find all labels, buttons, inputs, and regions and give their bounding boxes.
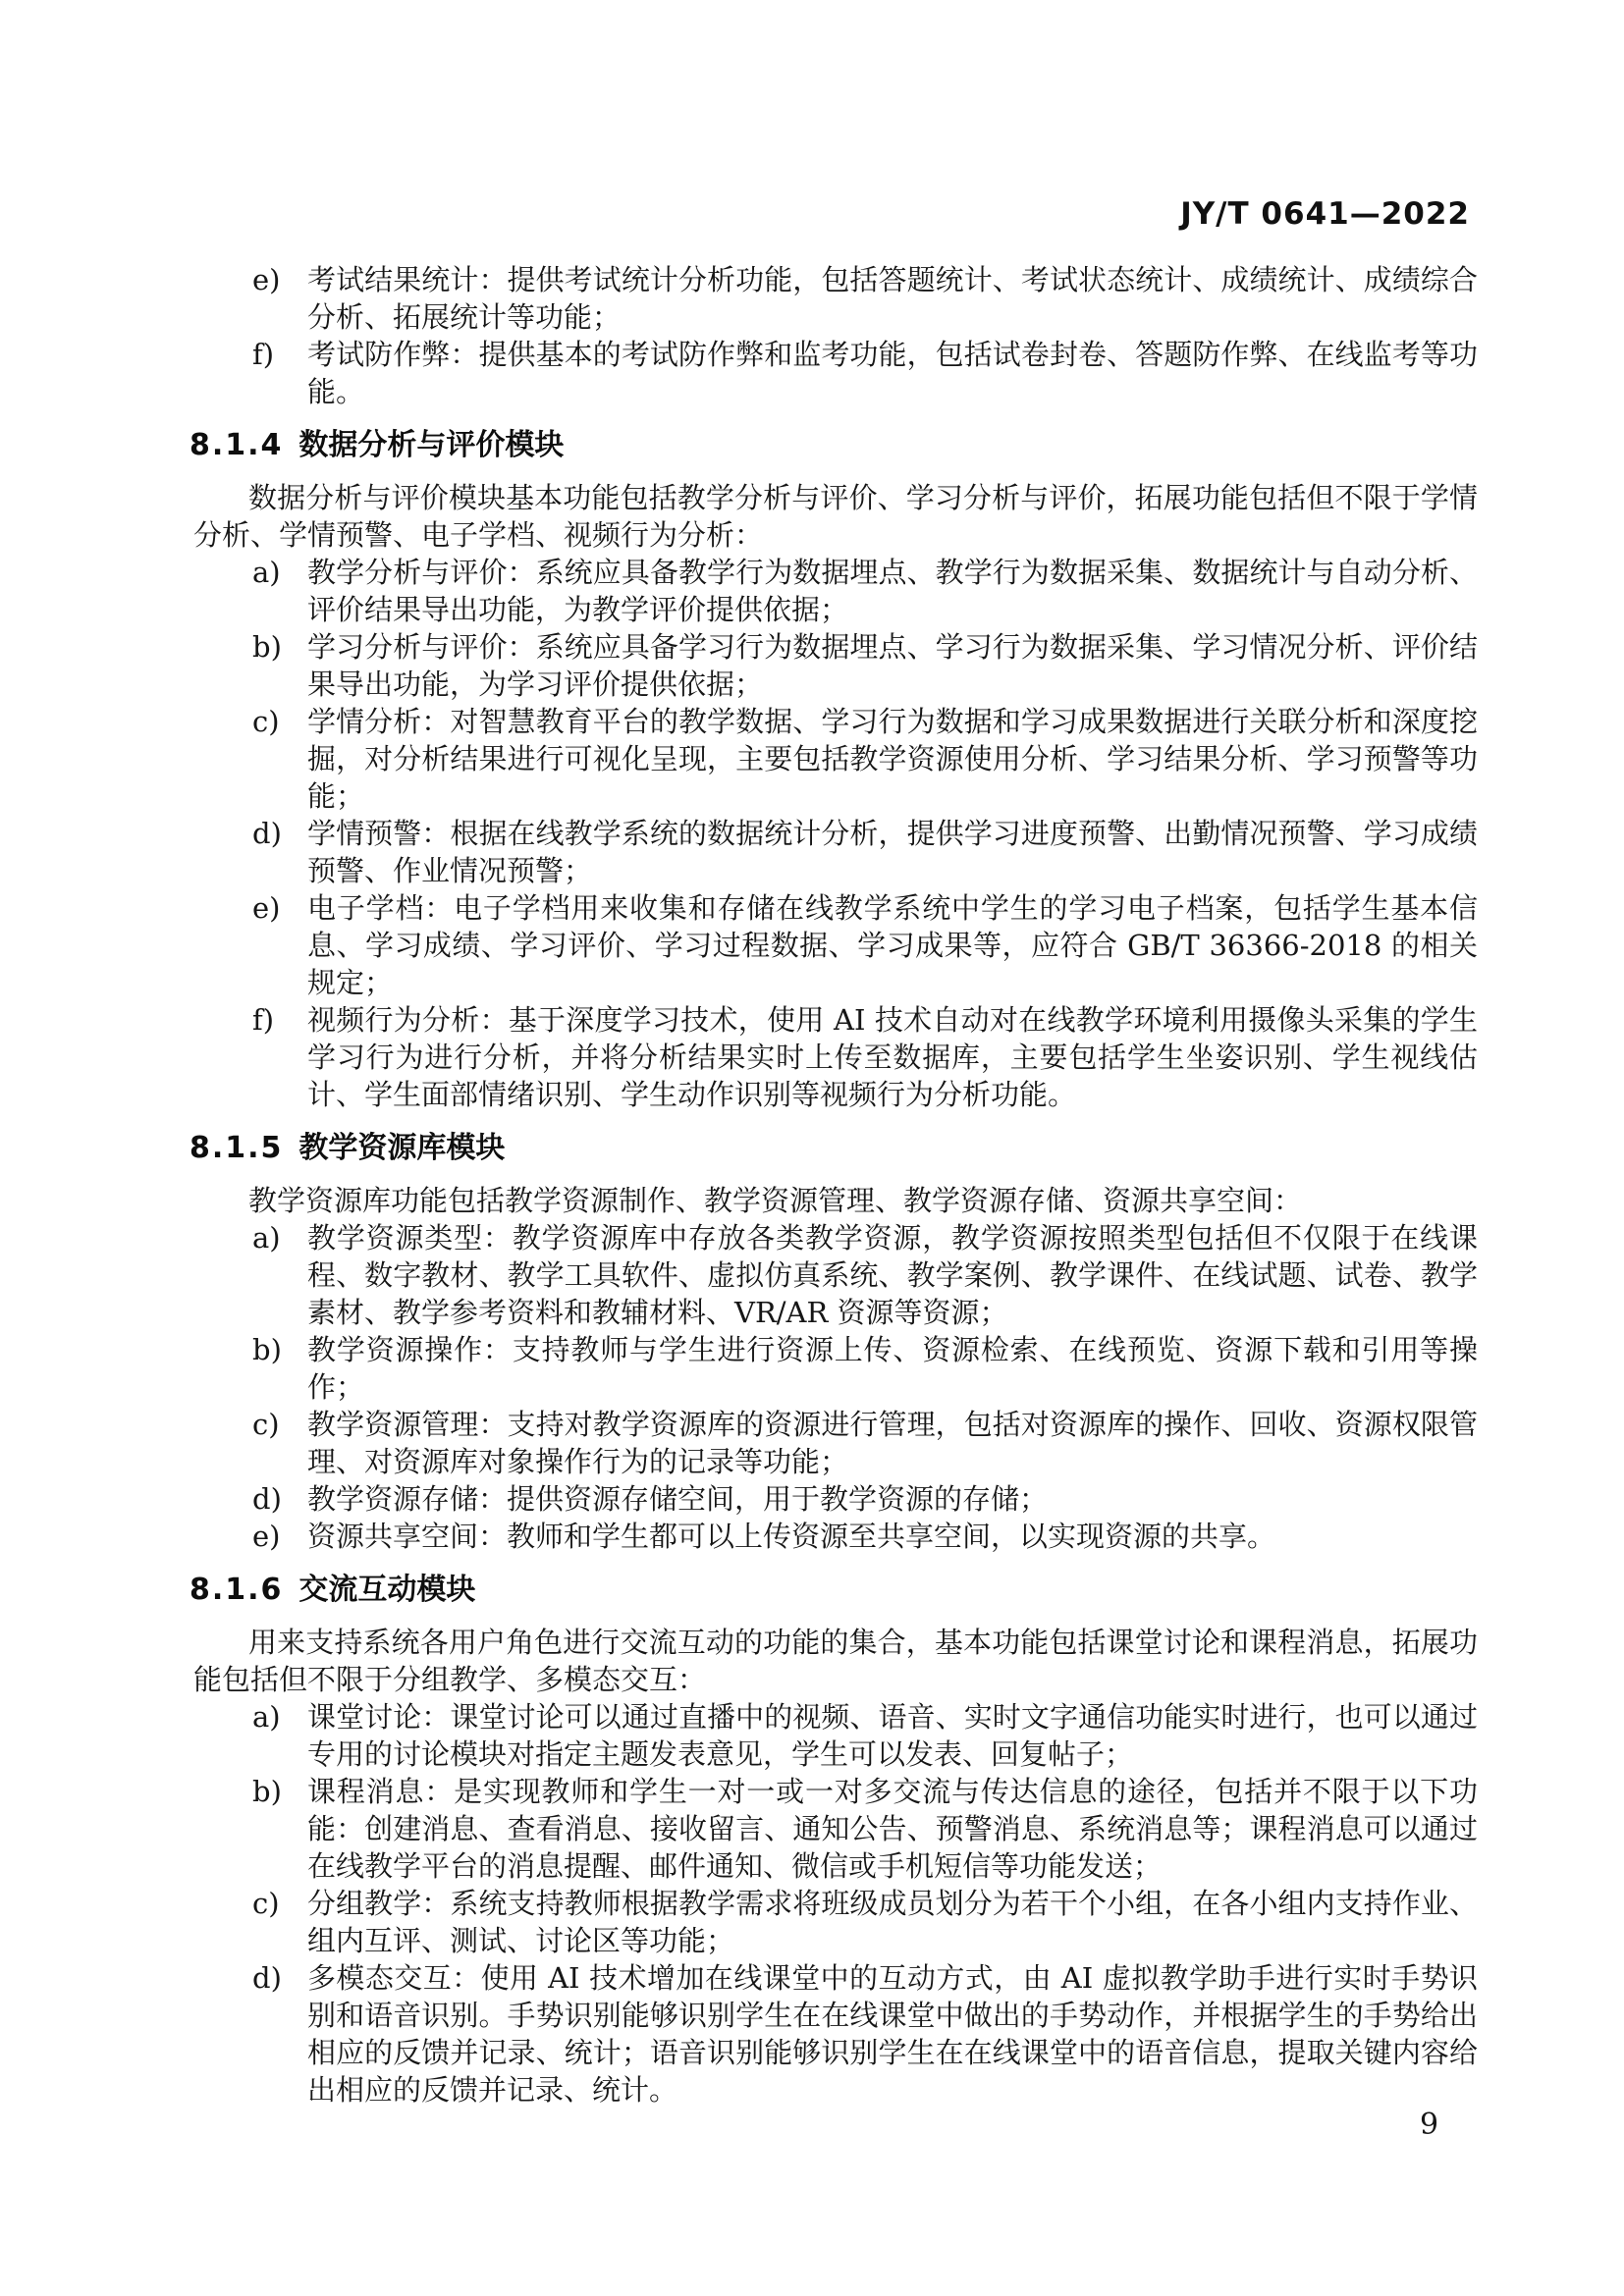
list-item — [193, 703, 1478, 815]
list-item-label: b) — [252, 1333, 282, 1366]
list-item-label: d) — [252, 817, 282, 850]
section-heading-8-1-6 — [189, 1572, 1478, 1609]
section-intro: 教学资源库功能包括教学资源制作、教学资源管理、教学资源存储、资源共享空间： — [248, 1184, 1303, 1217]
list-item — [193, 1959, 1478, 2109]
list-item — [193, 1885, 1478, 1959]
list-item-text: 学情预警：根据在线教学系统的数据统计分析，提供学习进度预警、出勤情况预警、学习成绩预警、作业情况预警； — [307, 817, 1478, 887]
list-item-text: 考试结果统计：提供考试统计分析功能，包括答题统计、考试状态统计、成绩统计、成绩综合分析、拓展统计等功能； — [307, 263, 1478, 334]
list-item — [193, 261, 1478, 336]
list-item-text: 教学分析与评价：系统应具备教学行为数据埋点、教学行为数据采集、数据统计与自动分析、评价结果导出功能，为教学评价提供依据； — [307, 556, 1478, 626]
list-item — [193, 815, 1478, 889]
list-item-label: d) — [252, 1482, 282, 1516]
list-item — [193, 1001, 1478, 1113]
list-item-label: f) — [252, 338, 275, 371]
section-heading-8-1-5 — [189, 1130, 1478, 1167]
list-item-text: 教学资源操作：支持教师与学生进行资源上传、资源检索、在线预览、资源下载和引用等操作； — [307, 1333, 1478, 1404]
section-number: 8.1.6 — [189, 1573, 284, 1607]
list-item-label: d) — [252, 1961, 282, 1995]
list-item-label: c) — [252, 1408, 280, 1441]
list-item-label: a) — [252, 1221, 281, 1255]
list-item — [193, 1518, 1478, 1555]
list-item — [193, 1698, 1478, 1773]
list-item-text: 分组教学：系统支持教师根据教学需求将班级成员划分为若干个小组，在各小组内支持作业、组内互评、测试、讨论区等功能； — [307, 1887, 1478, 1957]
section-number: 8.1.5 — [189, 1131, 284, 1165]
section-heading-8-1-4 — [189, 427, 1478, 464]
header-standard-code: JY/T 0641—2022 — [1180, 196, 1470, 232]
list-item — [193, 1480, 1478, 1518]
list-item — [193, 1773, 1478, 1885]
document-body — [189, 261, 1478, 2109]
page-number: 9 — [1420, 2108, 1439, 2142]
list-item-label: b) — [252, 630, 282, 664]
list-item-label: a) — [252, 556, 281, 589]
list-item-label: a) — [252, 1700, 281, 1734]
list-item-text: 电子学档：电子学档用来收集和存储在线教学系统中学生的学习电子档案，包括学生基本信息、学习成绩、学习评价、学习过程数据、学习成果等，应符合 GB/T 36366-2018 的相关规定； — [307, 891, 1478, 999]
section-title: 交流互动模块 — [298, 1573, 476, 1607]
section-item-list — [193, 1219, 1478, 1555]
list-item-text: 学情分析：对智慧教育平台的教学数据、学习行为数据和学习成果数据进行关联分析和深度挖掘，对分析结果进行可视化呈现，主要包括教学资源使用分析、学习结果分析、学习预警等功能； — [307, 705, 1478, 813]
list-item-text: 教学资源存储：提供资源存储空间，用于教学资源的存储； — [307, 1482, 1049, 1516]
section-number: 8.1.4 — [189, 428, 284, 462]
list-item-text: 多模态交互：使用 AI 技术增加在线课堂中的互动方式，由 AI 虚拟教学助手进行实时手势识别和语音识别。手势识别能够识别学生在在线课堂中做出的手势动作，并根据学生的手势给出相应的反馈并记录、统计；语音识别能够识别学生在在线课堂中的语音信息，提取关键内容给出相应的反馈并记录、统计。 — [307, 1961, 1478, 2107]
list-item-text: 学习分析与评价：系统应具备学习行为数据埋点、学习行为数据采集、学习情况分析、评价结果导出功能，为学习评价提供依据； — [307, 630, 1478, 701]
list-item — [193, 1331, 1478, 1406]
list-item-label: f) — [252, 1003, 275, 1037]
section-item-list — [193, 1698, 1478, 2109]
list-item-text: 视频行为分析：基于深度学习技术，使用 AI 技术自动对在线教学环境利用摄像头采集的学生学习行为进行分析，并将分析结果实时上传至数据库，主要包括学生坐姿识别、学生视线估计、学生面部情绪识别、学生动作识别等视频行为分析功能。 — [307, 1003, 1478, 1111]
list-item-text: 课堂讨论：课堂讨论可以通过直播中的视频、语音、实时文字通信功能实时进行，也可以通过专用的讨论模块对指定主题发表意见，学生可以发表、回复帖子； — [307, 1700, 1478, 1771]
list-item-text: 资源共享空间：教师和学生都可以上传资源至共享空间，以实现资源的共享。 — [307, 1520, 1276, 1553]
list-item — [193, 1406, 1478, 1480]
section-intro: 用来支持系统各用户角色进行交流互动的功能的集合，基本功能包括课堂讨论和课程消息，拓展功能包括但不限于分组教学、多模态交互： — [193, 1626, 1478, 1696]
list-item-text: 教学资源类型：教学资源库中存放各类教学资源，教学资源按照类型包括但不仅限于在线课程、数字教材、教学工具软件、虚拟仿真系统、教学案例、教学课件、在线试题、试卷、教学素材、教学参考资料和教辅材料、VR/AR 资源等资源； — [307, 1221, 1478, 1329]
section-intro: 数据分析与评价模块基本功能包括教学分析与评价、学习分析与评价，拓展功能包括但不限于学情分析、学情预警、电子学档、视频行为分析： — [193, 481, 1478, 552]
list-item — [193, 554, 1478, 628]
section-title: 数据分析与评价模块 — [298, 428, 565, 462]
list-item — [193, 628, 1478, 703]
list-item-text: 课程消息：是实现教师和学生一对一或一对多交流与传达信息的途径，包括并不限于以下功能：创建消息、查看消息、接收留言、通知公告、预警消息、系统消息等；课程消息可以通过在线教学平台的消息提醒、邮件通知、微信或手机短信等功能发送； — [307, 1775, 1478, 1883]
list-item — [193, 1219, 1478, 1331]
list-item-label: e) — [252, 891, 281, 925]
list-item-text: 教学资源管理：支持对教学资源库的资源进行管理，包括对资源库的操作、回收、资源权限管理、对资源库对象操作行为的记录等功能； — [307, 1408, 1478, 1478]
list-item-label: e) — [252, 263, 281, 296]
section-title: 教学资源库模块 — [298, 1131, 506, 1165]
list-item-label: e) — [252, 1520, 281, 1553]
list-item-label: b) — [252, 1775, 282, 1808]
list-item-label: c) — [252, 705, 280, 738]
list-item-label: c) — [252, 1887, 280, 1920]
list-item — [193, 336, 1478, 410]
list-item — [193, 889, 1478, 1001]
list-item-text: 考试防作弊：提供基本的考试防作弊和监考功能，包括试卷封卷、答题防作弊、在线监考等功能。 — [307, 338, 1478, 408]
section-item-list — [193, 554, 1478, 1113]
carryover-item-list — [193, 261, 1478, 410]
